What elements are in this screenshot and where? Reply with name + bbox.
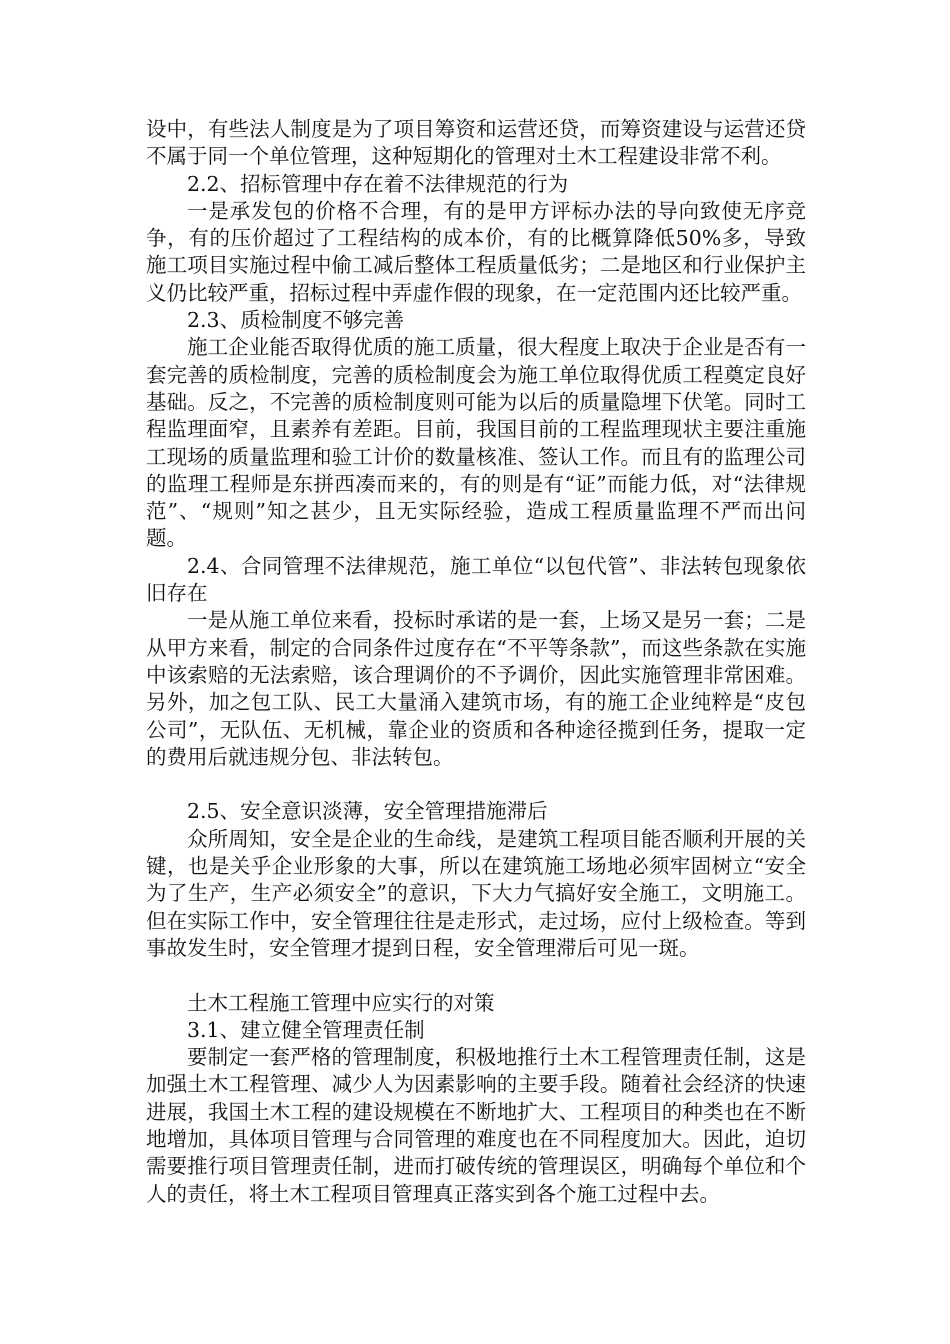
section-heading-3-1: 3.1、建立健全管理责任制 — [187, 1017, 425, 1042]
paragraph-responsibility-system: 要制定一套严格的管理制度，积极地推行土木工程管理责任制，这是加强土木工程管理、减少人为因素影响的主要手段。随着社会经济的快速进展，我国土木工程的建设规模在不断地扩大、工程项目的种类也在不断地增加，具体项目管理与合同管理的难度也在不同程度加大。因此，迫切需要推行项目管理责任制，进而打破传统的管理误区，明确每个单位和个人的责任，将土木工程项目管理真正落实到各个施工过程中去。 — [146, 1045, 806, 1206]
section-heading-2-4: 2.4、合同管理不法律规范，施工单位“以包代管”、非法转包现象依旧存在 — [146, 553, 806, 606]
section-heading-2-5: 2.5、安全意识淡薄，安全管理措施滞后 — [187, 799, 548, 824]
paragraph-contract-management: 一是从施工单位来看，投标时承诺的是一套，上场又是另一套；二是从甲方来看，制定的合同条件过度存在“不平等条款”，而这些条款在实施中该索赔的无法索赔，该合理调价的不予调价，因此实施管理非常困难。另外，加之包工队、民工大量涌入建筑市场，有的施工企业纯粹是“皮包公司”，无队伍、无机械，靠企业的资质和各种途径揽到任务，提取一定的费用后就违规分包、非法转包。 — [146, 608, 806, 769]
paragraph-bidding-management: 一是承发包的价格不合理，有的是甲方评标办法的导向致使无序竞争，有的压价超过了工程结构的成本价，有的比概算降低50%多，导致施工项目实施过程中偷工减后整体工程质量低劣；二是地区和行业保护主义仍比较严重，招标过程中弄虚作假的现象，在一定范围内还比较严重。 — [146, 198, 806, 305]
paragraph-intro-continuation: 设中，有些法人制度是为了项目筹资和运营还贷，而筹资建设与运营还贷不属于同一个单位管理，这种短期化的管理对土木工程建设非常不利。 — [146, 117, 806, 169]
blank-line — [146, 962, 806, 989]
section-heading-2-3: 2.3、质检制度不够完善 — [187, 308, 405, 333]
section-heading-countermeasures: 土木工程施工管理中应实行的对策 — [187, 990, 495, 1015]
paragraph-quality-inspection: 施工企业能否取得优质的施工质量，很大程度上取决于企业是否有一套完善的质检制度，完善的质检制度会为施工单位取得优质工程奠定良好基础。反之，不完善的质检制度则可能为以后的质量隐埋下伏笔。同时工程监理面窄，且素养有差距。目前，我国目前的工程监理现状主要注重施工现场的质量监理和验工计价的数量核准、签认工作。而且有的监理公司的监理工程师是东拼西凑而来的，有的则是有“证”而能力低，对“法律规范”、“规则”知之甚少，且无实际经验，造成工程质量监理不严而出问题。 — [146, 335, 806, 551]
blank-line — [146, 771, 806, 798]
paragraph-safety-awareness: 众所周知，安全是企业的生命线，是建筑工程项目能否顺利开展的关键，也是关乎企业形象的大事，所以在建筑施工场地必须牢固树立“安全为了生产，生产必须安全”的意识，下大力气搞好安全施工，文明施工。但在实际工作中，安全管理往往是走形式，走过场，应付上级检查。等到事故发生时，安全管理才提到日程，安全管理滞后可见一斑。 — [146, 826, 806, 960]
section-heading-2-2: 2.2、招标管理中存在着不法律规范的行为 — [187, 171, 569, 196]
document-body — [146, 116, 806, 1208]
